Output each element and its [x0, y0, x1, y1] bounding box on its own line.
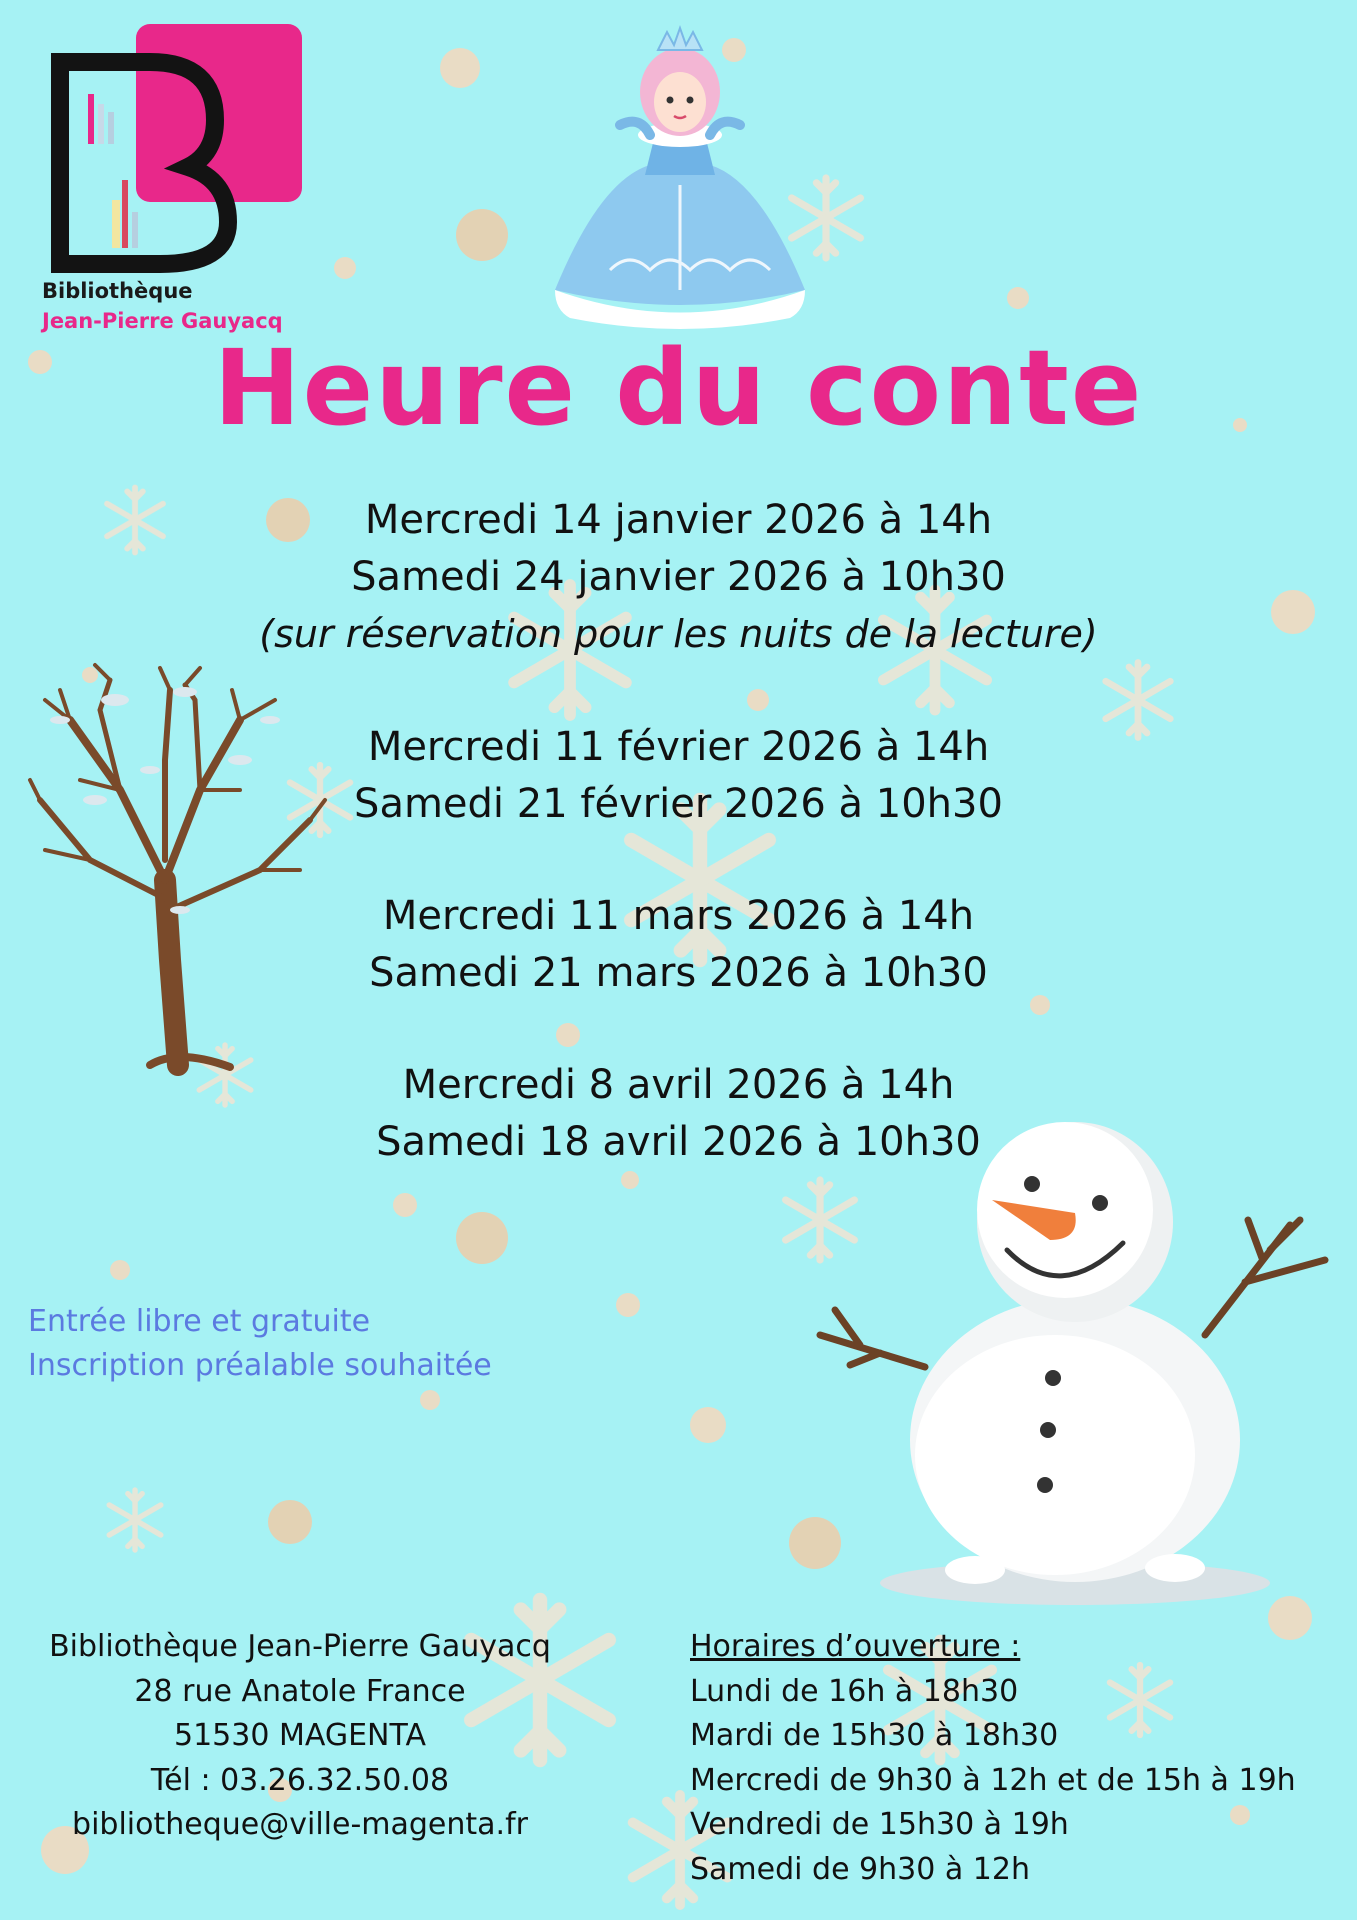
- entry-registration: Inscription préalable souhaitée: [28, 1348, 492, 1383]
- session-date: Samedi 21 mars 2026 à 10h30: [369, 950, 988, 996]
- opening-hours-title: Horaires d’ouverture :: [690, 1629, 1021, 1664]
- snow-dot: [621, 1171, 639, 1189]
- opening-hours-item: Samedi de 9h30 à 12h: [690, 1851, 1030, 1887]
- snow-dot: [722, 38, 746, 62]
- snow-dot: [456, 1212, 508, 1264]
- snow-dot: [393, 1193, 417, 1217]
- opening-hours-item: Vendredi de 15h30 à 19h: [690, 1807, 1069, 1842]
- snow-dot: [456, 209, 508, 261]
- snow-dot: [690, 1407, 726, 1443]
- entry-info: [28, 1300, 492, 1388]
- session-date: Mercredi 14 janvier 2026 à 14h: [364, 497, 993, 543]
- ice-princess: [555, 28, 805, 329]
- snowman: [820, 1122, 1325, 1605]
- session-note: (sur réservation pour les nuits de la lecture): [259, 612, 1098, 656]
- snowflake-icon: [792, 178, 861, 258]
- session-date: Mercredi 11 mars 2026 à 14h: [382, 893, 975, 939]
- snow-dot: [268, 1500, 312, 1544]
- address-city: 51530 MAGENTA: [173, 1718, 426, 1753]
- library-address: [0, 1625, 600, 1848]
- address-phone: Tél : 03.26.32.50.08: [150, 1762, 450, 1798]
- address-street: 28 rue Anatole France: [134, 1673, 466, 1709]
- opening-hours-item: Lundi de 16h à 18h30: [690, 1673, 1019, 1709]
- snowflake-icon: [109, 1490, 161, 1550]
- page-title: Heure du conte: [213, 327, 1144, 449]
- snow-dot: [440, 48, 480, 88]
- session-date: Mercredi 11 février 2026 à 14h: [367, 724, 990, 770]
- session-date: Mercredi 8 avril 2026 à 14h: [402, 1062, 955, 1108]
- snow-dot: [1007, 287, 1029, 309]
- snow-dot: [420, 1390, 440, 1410]
- snow-dot: [110, 1260, 130, 1280]
- opening-hours-item: Mercredi de 9h30 à 12h et de 15h à 19h: [690, 1762, 1296, 1798]
- snowflake-icon: [786, 1180, 855, 1260]
- session-date: Samedi 24 janvier 2026 à 10h30: [351, 554, 1006, 600]
- session-date: Samedi 21 février 2026 à 10h30: [354, 781, 1003, 827]
- session-dates: [0, 492, 1357, 1171]
- entry-free: Entrée libre et gratuite: [28, 1304, 371, 1339]
- address-name: Bibliothèque Jean-Pierre Gauyacq: [49, 1629, 551, 1664]
- snow-dot: [789, 1517, 841, 1569]
- session-date: Samedi 18 avril 2026 à 10h30: [376, 1119, 981, 1165]
- address-email: bibliotheque@ville-magenta.fr: [72, 1807, 528, 1842]
- snow-dot: [616, 1293, 640, 1317]
- opening-hours-item: Mardi de 15h30 à 18h30: [690, 1718, 1059, 1753]
- library-name-line1: Bibliothèque: [42, 279, 193, 303]
- opening-hours: [690, 1625, 1296, 1892]
- snow-dot: [334, 257, 356, 279]
- library-name-line2: Jean-Pierre Gauyacq: [42, 309, 283, 333]
